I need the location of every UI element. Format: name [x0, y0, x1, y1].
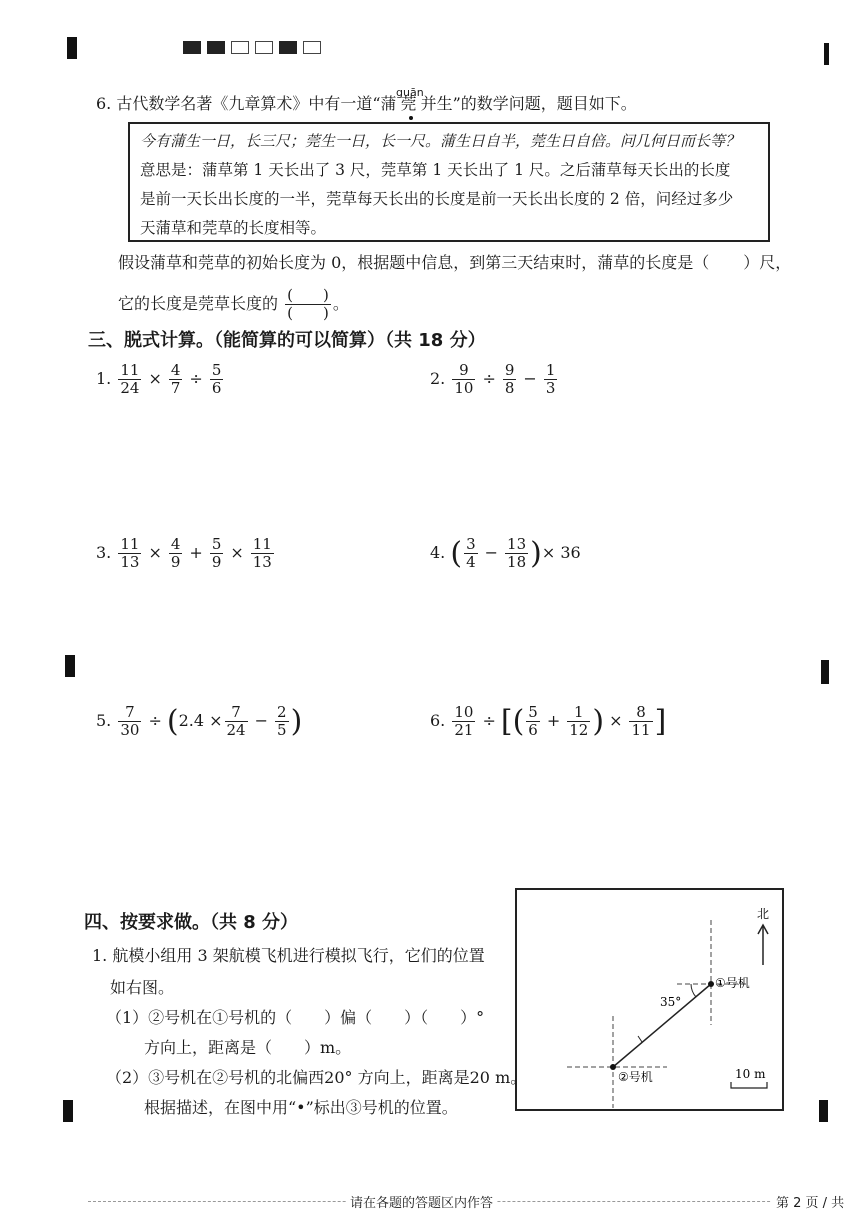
north-label: 北: [757, 907, 770, 921]
box-line: 今有蒲生一日，长三尺；莞生一日，长一尺。蒲生日自半，莞生日自倍。问几何日而长等？: [140, 132, 741, 150]
s4-q1-line1: 1. 航模小组用 3 架航模飞机进行模拟飞行，它们的位置: [92, 946, 485, 965]
operator: −: [484, 543, 499, 562]
s4-sub1-line1: （1）②号机在①号机的（ ）偏（ ）（ ）°: [106, 1008, 485, 1027]
problem-5: [96, 704, 302, 739]
registration-mark-bottom-right: [819, 1100, 828, 1122]
right-paren: ): [592, 704, 605, 739]
plane1-point: [708, 981, 714, 987]
pinyin-annotation: guān: [396, 86, 424, 99]
section4-title: 四、按要求做。（共 8 分）: [84, 912, 299, 933]
q6-ask-text: 。: [332, 294, 349, 313]
operator: ×: [148, 369, 162, 388]
q6-intro-text: 古代数学名著《九章算术》中有一道“蒲: [116, 94, 397, 113]
fraction: $\frac{7}{30}$: [120, 703, 140, 739]
s4-sub2-line1: （2）③号机在②号机的北偏西20° 方向上，距离是20 m。: [106, 1068, 527, 1087]
q6-ask-text: 假设蒲草和莞草的初始长度为 0，根据题中信息，到第三天结束时，蒲草的长度是（: [118, 253, 710, 272]
problem-6: [430, 704, 666, 739]
fraction: $\frac{11}{24}$: [120, 361, 140, 397]
ancient-problem-box: [128, 122, 770, 242]
emphasis-dot: [409, 116, 413, 120]
problem-1: [96, 362, 225, 397]
operator: +: [189, 543, 203, 562]
operator: ×: [609, 711, 623, 730]
fraction: $\frac{4}{9}$: [170, 535, 181, 571]
plane2-point: [610, 1064, 616, 1070]
fraction: $\frac{5}{6}$: [528, 703, 538, 739]
scan-code-square: [255, 41, 273, 54]
operator: −: [523, 369, 537, 388]
scan-code-square: [279, 41, 297, 54]
left-paren: (: [166, 704, 179, 739]
problem-4: [430, 536, 581, 571]
q6-ask-line1: [118, 253, 791, 273]
fraction: $\frac{9}{8}$: [504, 361, 515, 397]
left-paren: (: [512, 704, 525, 739]
fraction: $\frac{5}{9}$: [211, 535, 222, 571]
angle-label: 35°: [660, 995, 682, 1009]
s4-sub2-line2: 根据描述，在图中用“•”标出③号机的位置。: [144, 1098, 458, 1117]
fraction: $\frac{13}{18}$: [507, 535, 527, 571]
problem-number: 4.: [430, 543, 446, 562]
scan-code-square: [207, 41, 225, 54]
fraction: $\frac{3}{4}$: [466, 535, 476, 571]
operator: ÷: [148, 711, 162, 730]
right-paren: ): [290, 704, 303, 739]
operator: ÷: [189, 369, 203, 388]
box-line: 意思是：蒲草第 1 天长出了 3 尺，莞草第 1 天长出了 1 尺。之后蒲草每天长出的长度: [140, 161, 731, 179]
left-bracket: [: [500, 704, 513, 739]
section3-title: 三、脱式计算。（能简算的可以简算）（共 18 分）: [88, 330, 486, 351]
problem-number: 1.: [96, 369, 112, 388]
fraction: $\frac{4}{7}$: [170, 361, 181, 397]
operator: +: [546, 711, 561, 730]
s4-q1-line2: 如右图。: [110, 978, 175, 997]
operator: ×: [148, 543, 162, 562]
problem-number: 5.: [96, 711, 112, 730]
fraction: $\frac{5}{6}$: [211, 361, 222, 397]
fraction: $\frac{1}{12}$: [569, 703, 589, 739]
registration-mark-mid-left: [65, 655, 75, 677]
expression-tail: × 36: [541, 543, 581, 562]
operator: ÷: [482, 711, 496, 730]
q6-intro-tail: 并生”的数学问题，题目如下。: [420, 94, 637, 113]
fraction-denominator: ( ): [287, 304, 329, 322]
operator: ÷: [482, 369, 496, 388]
left-paren: (: [450, 536, 463, 571]
registration-mark-bottom-left: [63, 1100, 73, 1122]
q6-ask-text: 它的长度是莞草长度的: [118, 294, 279, 313]
plane2-label: ②号机: [618, 1070, 653, 1084]
s4-sub1-line2: 方向上，距离是（ ）m。: [144, 1038, 352, 1057]
registration-mark-top-right: [824, 43, 829, 65]
fraction: $\frac{11}{13}$: [252, 535, 272, 571]
position-diagram: [515, 888, 784, 1111]
scan-code-square: [183, 41, 201, 54]
q6-number: 6.: [96, 94, 112, 113]
registration-mark-mid-right: [821, 660, 829, 684]
problem-number: 2.: [430, 369, 446, 388]
q6-word-char: 莞: [400, 94, 417, 113]
scan-code-square: [303, 41, 321, 54]
fraction: $\frac{2}{5}$: [277, 703, 287, 739]
tick-mark: [638, 1036, 642, 1042]
fraction: $\frac{7}{24}$: [226, 703, 246, 739]
q6-ask-text: ）尺，: [743, 253, 792, 272]
problem-number: 3.: [96, 543, 112, 562]
problem-3: [96, 536, 276, 571]
box-line: 天蒲草和莞草的长度相等。: [140, 219, 327, 237]
scale-label: 10 m: [735, 1067, 766, 1081]
q6-intro: [96, 94, 637, 114]
diagram-svg: [517, 890, 782, 1109]
answer-fraction[interactable]: [285, 287, 331, 322]
right-paren: ): [530, 536, 542, 571]
scan-code-square: [231, 41, 249, 54]
fraction: $\frac{8}{11}$: [631, 703, 651, 739]
registration-mark-top-left: [67, 37, 77, 59]
fraction: $\frac{1}{3}$: [545, 361, 556, 397]
page-number: 第 2 页 / 共: [772, 1192, 848, 1211]
scale-bar: [731, 1082, 767, 1088]
operator: −: [254, 711, 269, 730]
problem-2: [430, 362, 559, 397]
operator: ×: [230, 543, 244, 562]
angle-arc: [691, 984, 696, 997]
problem-number: 6.: [430, 711, 446, 730]
box-line: 是前一天长出长度的一半，莞草每天长出的长度是前一天长出长度的 2 倍，问经过多少: [140, 190, 734, 208]
fraction: $\frac{10}{21}$: [454, 703, 474, 739]
footer-note: 请在各题的答题区内作答: [346, 1192, 497, 1211]
right-bracket: ]: [654, 704, 667, 739]
expression-mid: 2.4 ×: [178, 711, 223, 730]
fraction-numerator: ( ): [287, 286, 329, 304]
plane1-label: ①号机: [715, 976, 750, 990]
fraction: $\frac{9}{10}$: [454, 361, 474, 397]
fraction: $\frac{11}{13}$: [120, 535, 140, 571]
q6-ask-line2: [118, 285, 349, 323]
